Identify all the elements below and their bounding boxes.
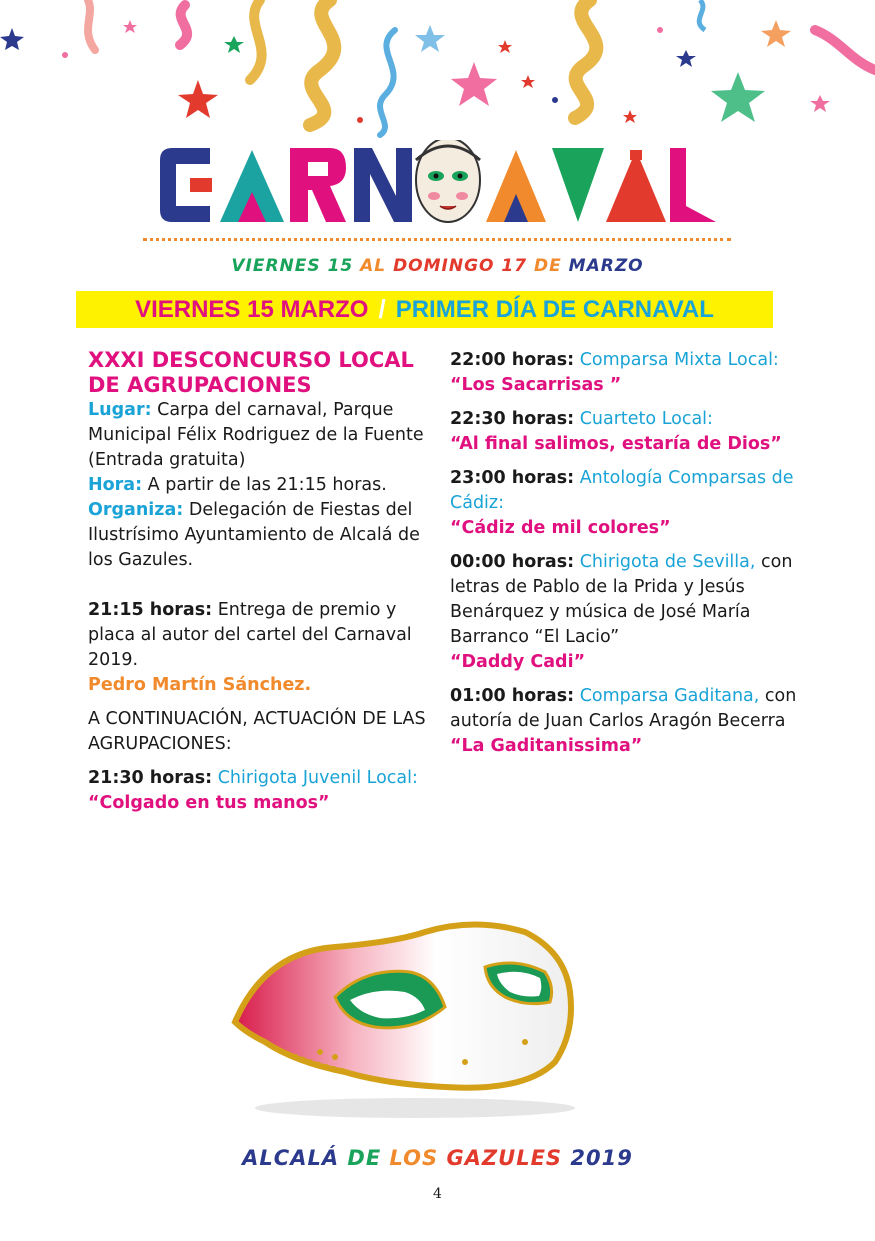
- event-entry: [450, 348, 810, 398]
- event-type: Comparsa Gaditana,: [574, 686, 760, 706]
- event-time: 22:30 horas:: [450, 409, 575, 429]
- event-group-name: “Cádiz de mil colores”: [450, 518, 671, 538]
- hora-label: Hora:: [88, 475, 143, 495]
- event-time: 21:15 horas:: [88, 600, 213, 620]
- event-group-name: “La Gaditanissima”: [450, 736, 643, 756]
- event-entry: [450, 466, 810, 516]
- event-text: con autoría de Juan Carlos Aragón Becerra: [450, 686, 797, 731]
- hora-line: [88, 473, 433, 498]
- lugar-label: Lugar:: [88, 400, 152, 420]
- footer-part: 2019: [570, 1146, 633, 1170]
- event-entry: [88, 766, 433, 816]
- event-time: 00:00 horas:: [450, 552, 575, 572]
- event-time: 01:00 horas:: [450, 686, 575, 706]
- right-column: [450, 348, 810, 759]
- event-time: 21:30 horas:: [88, 768, 213, 788]
- organiza-label: Organiza:: [88, 500, 184, 520]
- footer-part: ALCALÁ: [242, 1146, 348, 1170]
- event-time: 22:00 horas:: [450, 350, 575, 370]
- event-entry: [88, 598, 433, 673]
- carnival-face-mask-icon: [416, 140, 480, 222]
- event-group-name: “Los Sacarrisas ”: [450, 375, 622, 395]
- event-entry: [450, 550, 810, 650]
- dates-part: DOMINGO 17: [393, 256, 534, 276]
- event-type: Chirigota de Sevilla,: [574, 552, 756, 572]
- event-type: Cuarteto Local:: [574, 409, 713, 429]
- footer-part: GAZULES: [446, 1146, 571, 1170]
- event-type: Comparsa Mixta Local:: [574, 350, 779, 370]
- day-banner: [76, 291, 773, 328]
- lugar-line: [88, 398, 433, 473]
- hora-text: A partir de las 21:15 horas.: [142, 475, 387, 495]
- event-group-name: “Colgado en tus manos”: [88, 793, 330, 813]
- event-time: 23:00 horas:: [450, 468, 575, 488]
- continuation-note: A CONTINUACIÓN, ACTUACIÓN DE LAS AGRUPACIONES:: [88, 709, 426, 754]
- carnaval-logo: [150, 140, 720, 232]
- event-author: Pedro Martín Sánchez.: [88, 675, 312, 695]
- left-column: [88, 348, 433, 816]
- dates-part: DE: [534, 256, 569, 276]
- dates-part: VIERNES 15: [231, 256, 361, 276]
- lugar-text: Carpa del carnaval, Parque Municipal Félix Rodriguez de la Fuente (Entrada gratuita): [88, 400, 424, 470]
- event-text: Entrega de premio y placa al autor del cartel del Carnaval 2019.: [88, 600, 412, 670]
- event-group-name: “Daddy Cadi”: [450, 652, 586, 672]
- dotted-divider: [143, 238, 731, 241]
- event-type: Chirigota Juvenil Local:: [212, 768, 418, 788]
- banner-title: PRIMER DÍA DE CARNAVAL: [395, 295, 714, 323]
- dates-part: MARZO: [568, 256, 644, 276]
- event-text: con letras de Pablo de la Prida y Jesús Benárquez y música de José María Barranco “El Lacio”: [450, 552, 793, 647]
- banner-slash: /: [378, 294, 386, 324]
- organiza-text: Delegación de Fiestas del Ilustrísimo Ayuntamiento de Alcalá de los Gazules.: [88, 500, 420, 570]
- confetti-decoration: [0, 0, 875, 140]
- event-type: Antología Comparsas de Cádiz:: [450, 468, 794, 513]
- footer-town-year: [0, 1146, 875, 1170]
- contest-heading: XXXI DESCONCURSO LOCAL DE AGRUPACIONES: [88, 348, 414, 397]
- event-entry: [450, 684, 810, 734]
- footer-part: DE: [347, 1146, 390, 1170]
- venetian-mask-illustration: [225, 912, 595, 1122]
- footer-part: LOS: [389, 1146, 447, 1170]
- event-group-name: “Al final salimos, estaría de Dios”: [450, 434, 782, 454]
- dates-part: AL: [360, 256, 394, 276]
- organiza-line: [88, 498, 433, 573]
- page-number: 4: [433, 1186, 442, 1202]
- banner-date: VIERNES 15 MARZO: [135, 295, 369, 323]
- event-entry: [450, 407, 810, 432]
- event-dates: [0, 256, 875, 276]
